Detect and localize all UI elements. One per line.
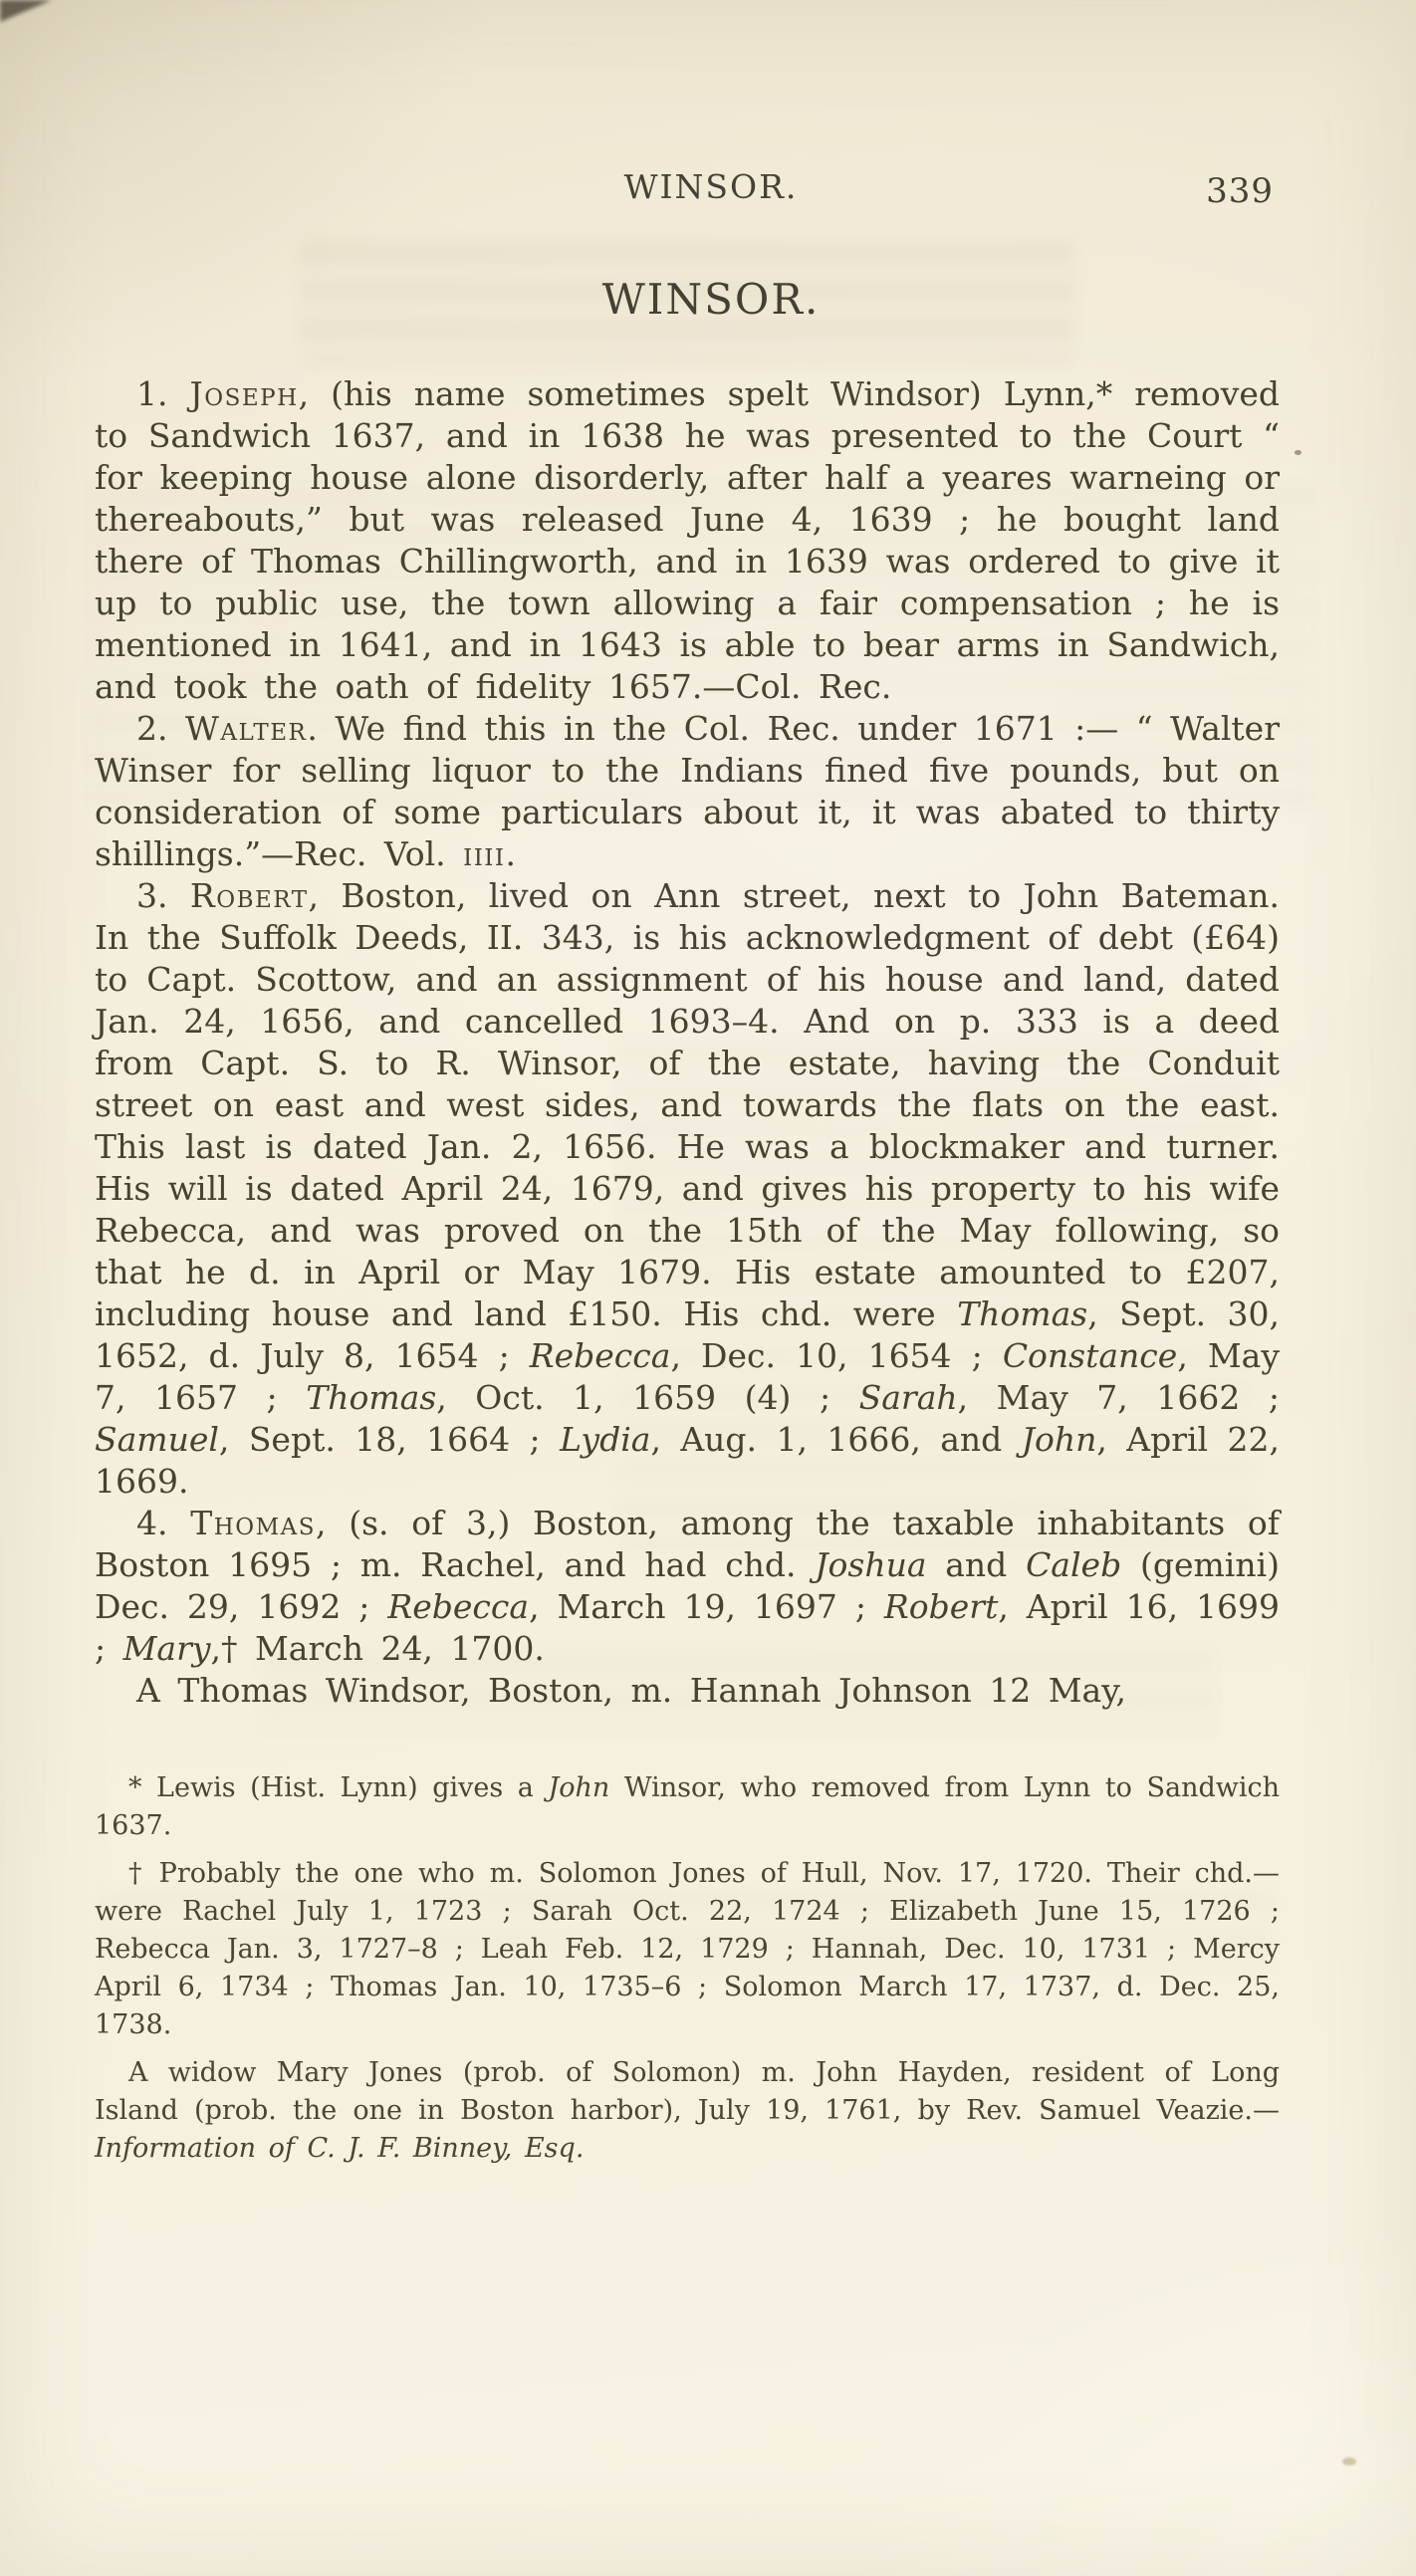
body-copy bbox=[95, 373, 1280, 1712]
text-segment: , May 7, 1662 ; bbox=[957, 1378, 1280, 1417]
paragraph-extra-note bbox=[95, 1670, 1280, 1712]
text-segment: , (his name sometimes spelt Windsor) Lynn,* removed to Sandwich 1637, and in 1638 he was presented to the Court “ for keeping house alone disorderly, after half a yeares warneing or thereabouts,” but was released June 4, 1639 ; he bought land there of Thomas Chillingworth, and in 1639 was ordered to give it up to public use, the town allowing a fair compensation ; he is mentioned in 1641, and in 1643 is able to bear arms in Sandwich, and took the oath of fidelity 1657.—Col. Rec. bbox=[95, 374, 1280, 706]
footnotes bbox=[95, 1769, 1280, 2168]
running-header bbox=[95, 167, 1280, 211]
running-header-title: WINSOR. bbox=[623, 167, 799, 206]
scan-corner-shadow bbox=[0, 0, 52, 22]
text-segment: , April 22, 1669. bbox=[95, 1420, 1280, 1501]
text-segment: Thomas bbox=[306, 1378, 437, 1417]
text-segment: Winsor, who removed from Lynn to Sandwich 1637. bbox=[95, 1772, 1280, 1841]
text-segment: Samuel bbox=[95, 1420, 219, 1459]
text-segment: Walter bbox=[184, 709, 308, 748]
text-segment: John bbox=[1021, 1420, 1097, 1459]
text-segment: 3. bbox=[136, 876, 190, 915]
text-segment: Rebecca bbox=[387, 1587, 530, 1626]
text-segment: Rebecca bbox=[529, 1336, 671, 1375]
paragraph-entry-4 bbox=[95, 1503, 1280, 1670]
text-segment: (gemini) Dec. 29, 1692 ; bbox=[95, 1545, 1281, 1626]
text-segment: Lydia bbox=[560, 1420, 651, 1459]
text-segment: Robert bbox=[189, 876, 309, 915]
text-segment: , Sept. 18, 1664 ; bbox=[218, 1420, 561, 1459]
text-segment: , Dec. 10, 1654 ; bbox=[670, 1336, 1003, 1375]
text-segment: ,† March 24, 1700. bbox=[210, 1629, 545, 1668]
text-segment: Robert bbox=[883, 1587, 999, 1626]
footnote-widow bbox=[95, 2054, 1280, 2168]
text-segment: , March 19, 1697 ; bbox=[529, 1587, 884, 1626]
text-segment: A widow Mary Jones (prob. of Solomon) m. John Hayden, resident of Long Island (prob. the one in Boston harbor), July 19, 1761, by Rev. Samuel Veazie.— bbox=[95, 2057, 1280, 2126]
text-segment: , May 7, 1657 ; bbox=[95, 1336, 1280, 1417]
footnote-asterisk bbox=[95, 1769, 1280, 1845]
text-segment: Mary bbox=[122, 1629, 211, 1668]
text-segment: John bbox=[548, 1772, 610, 1803]
page-number: 339 bbox=[1206, 171, 1274, 211]
text-segment: , April 16, 1699 ; bbox=[95, 1587, 1281, 1668]
text-segment: , Boston, lived on Ann street, next to John Bateman. In the Suffolk Deeds, II. 343, is his acknowledgment of debt (£64) to Capt. Scottow, and an assignment of his house and land, dated Jan. 24, 1656, and cancelled 1693–4. And on p. 333 is a deed from Capt. S. to R. Winsor, of the estate, having the Conduit street on east and west sides, and towards the flats on the east. This last is dated Jan. 2, 1656. He was a blockmaker and turner. His will is dated April 24, 1679, and gives his property to his wife Rebecca, and was proved on the 15th of the May following, so that he d. in April or May 1679. His estate amounted to £207, including house and land £150. His chd. were bbox=[95, 876, 1280, 1333]
text-segment: Thomas bbox=[190, 1504, 317, 1542]
text-segment: iiii bbox=[463, 834, 506, 873]
paragraph-entry-2 bbox=[95, 708, 1280, 875]
text-segment: and bbox=[926, 1545, 1027, 1584]
ink-speck bbox=[1342, 2458, 1356, 2465]
section-title: WINSOR. bbox=[601, 275, 821, 324]
text-segment: . bbox=[505, 834, 516, 873]
text-segment: Joshua bbox=[815, 1545, 927, 1584]
text-segment: 2. bbox=[136, 709, 185, 748]
text-segment: 1. bbox=[136, 374, 190, 413]
text-segment: , Aug. 1, 1666, and bbox=[650, 1420, 1022, 1459]
text-segment: Sarah bbox=[858, 1378, 958, 1417]
text-segment: , Sept. 30, 1652, d. July 8, 1654 ; bbox=[95, 1294, 1280, 1375]
paragraph-entry-1 bbox=[95, 373, 1280, 708]
text-segment: † Probably the one who m. Solomon Jones of Hull, Nov. 17, 1720. Their chd.— were Rachel July 1, 1723 ; Sarah Oct. 22, 1724 ; Elizabeth June 15, 1726 ; Rebecca Jan. 3, 1727–8 ; Leah Feb. 12, 1729 ; Hannah, Dec. 10, 1731 ; Mercy April 6, 1734 ; Thomas Jan. 10, 1735–6 ; Solomon March 17, 1737, d. Dec. 25, 1738. bbox=[95, 1858, 1280, 2040]
ink-speck bbox=[1295, 450, 1301, 455]
text-segment: , Oct. 1, 1659 (4) ; bbox=[436, 1378, 859, 1417]
text-segment: , (s. of 3,) Boston, among the taxable inhabitants of Boston 1695 ; m. Rachel, and had chd. bbox=[95, 1504, 1280, 1584]
text-segment: * Lewis (Hist. Lynn) gives a bbox=[128, 1772, 549, 1803]
text-segment: A Thomas Windsor, Boston, m. Hannah Johnson 12 May, bbox=[136, 1671, 1126, 1710]
page-content bbox=[95, 167, 1280, 2178]
text-segment: Caleb bbox=[1026, 1545, 1122, 1584]
paragraph-entry-3 bbox=[95, 875, 1280, 1503]
text-segment: Constance bbox=[1002, 1336, 1178, 1375]
text-segment: Information of C. J. F. Binney, Esq. bbox=[95, 2133, 585, 2164]
text-segment: Thomas bbox=[957, 1294, 1088, 1333]
text-segment: 4. bbox=[136, 1504, 191, 1542]
text-segment: Joseph bbox=[189, 374, 299, 413]
text-segment: . We find this in the Col. Rec. under 1671 :— “ Walter Winser for selling liquor to the Indians fined five pounds, but on consideration of some particulars about it, it was abated to thirty shillings.”—Rec. Vol. bbox=[95, 709, 1280, 873]
footnote-dagger bbox=[95, 1855, 1280, 2044]
